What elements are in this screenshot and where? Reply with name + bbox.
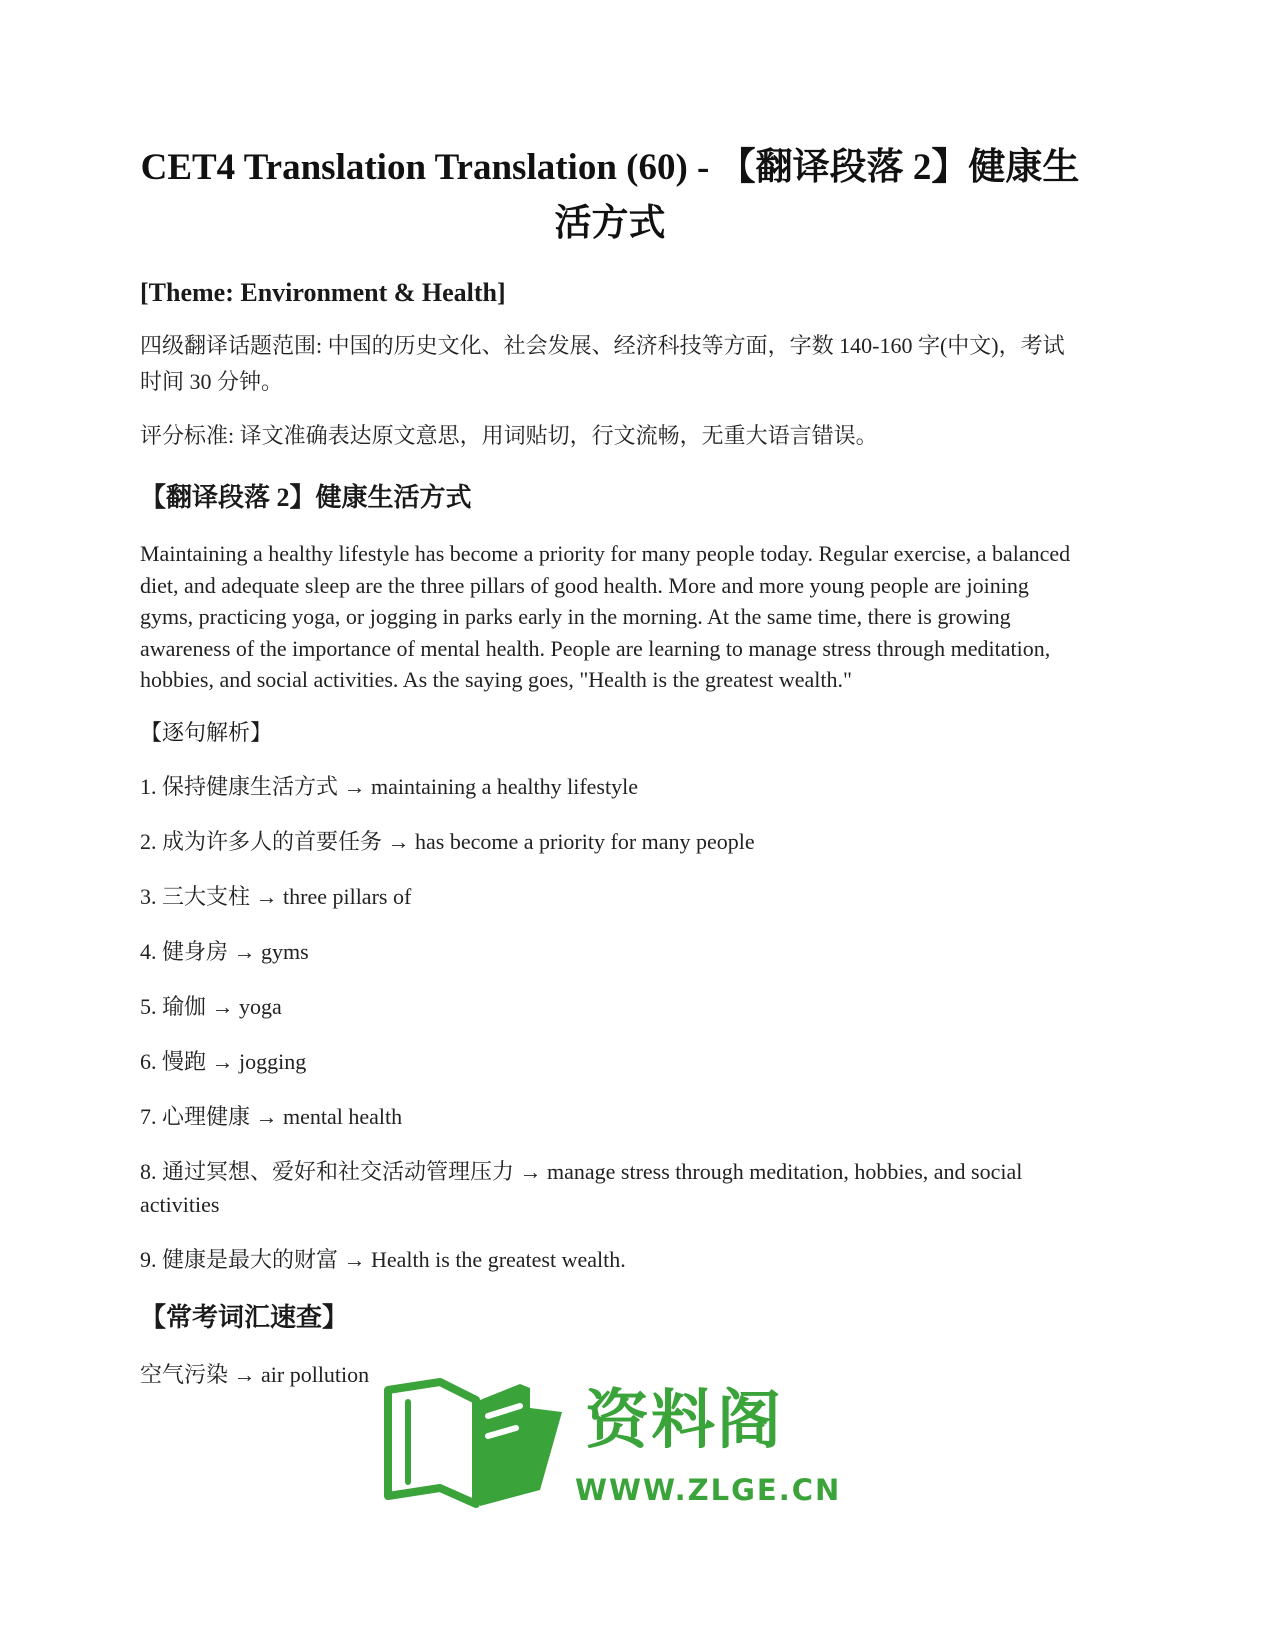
list-item: 9. 健康是最大的财富 → Health is the greatest wealth.	[140, 1246, 626, 1272]
document-page	[140, 128, 1080, 1390]
topic-scope: 四级翻译话题范围: 中国的历史文化、社会发展、经济科技等方面，字数 140-160 字(中文)，考试时间 30 分钟。	[140, 333, 1065, 394]
open-book-icon	[380, 1372, 570, 1512]
section-heading: 【翻译段落 2】健康生活方式	[140, 483, 472, 512]
watermark	[380, 1372, 840, 1522]
list-item: 1. 保持健康生活方式 → maintaining a healthy lifestyle	[140, 773, 638, 799]
watermark-url: WWW.ZLGE.CN	[575, 1473, 842, 1507]
list-item: 7. 心理健康 → mental health	[140, 1103, 403, 1129]
document-title: CET4 Translation Translation (60) - 【翻译段落 2】健康生活方式	[140, 147, 1080, 244]
theme-label: [Theme: Environment & Health]	[140, 278, 506, 307]
watermark-name: 资料阁	[585, 1384, 783, 1458]
list-item: 6. 慢跑 → jogging	[140, 1048, 307, 1074]
list-item: 2. 成为许多人的首要任务 → has become a priority for many people	[140, 828, 755, 854]
grading-criteria: 评分标准: 译文准确表达原文意思，用词贴切，行文流畅，无重大语言错误。	[140, 423, 878, 448]
list-item: 5. 瑜伽 → yoga	[140, 993, 282, 1019]
analysis-list	[140, 770, 1080, 1276]
vocab-heading: 【常考词汇速查】	[140, 1302, 349, 1332]
list-item: 8. 通过冥想、爱好和社交活动管理压力 → manage stress through meditation, hobbies, and social activities	[140, 1158, 1023, 1217]
translation-passage: Maintaining a healthy lifestyle has become a priority for many people today. Regular exercise, a balanced diet, and adequate sleep are the three pillars of good health. More and more young people are joining gyms, practicing yoga, or jogging in parks early in the morning. At the same time, there is growing awareness of the importance of mental health. People are learning to manage stress through meditation, hobbies, and social activities. As the saying goes, "Health is the greatest wealth."	[140, 541, 1071, 693]
vocab-line: 空气污染 → air pollution	[140, 1361, 370, 1387]
list-item: 3. 三大支柱 → three pillars of	[140, 883, 412, 909]
list-item: 4. 健身房 → gyms	[140, 938, 309, 964]
analysis-heading: 【逐句解析】	[140, 719, 273, 745]
